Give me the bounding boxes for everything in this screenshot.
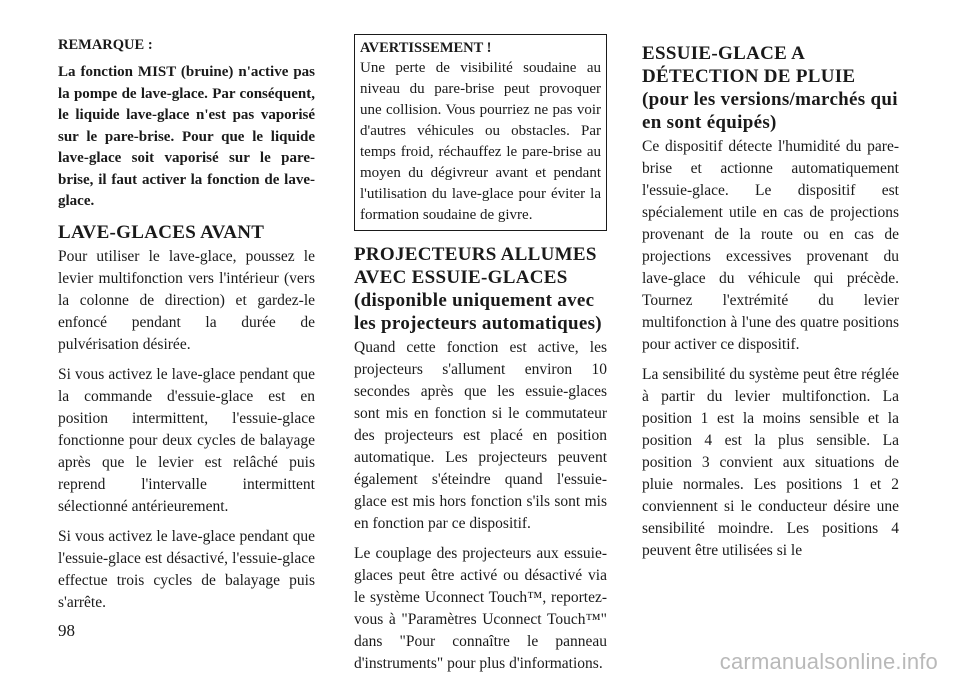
middle-column — [354, 34, 607, 683]
warning-title: AVERTISSEMENT ! — [360, 40, 492, 56]
warning-box — [354, 34, 607, 231]
paragraph: Si vous activez le lave-glace pendant que la commande d'essuie-glace est en position intermittent, l'essuie-glace fonctionne pour deux cycles de balayage après que le levier est relâché puis reprend l'intervalle intermittent sélectionné antérieurement. — [58, 365, 315, 515]
left-column — [58, 34, 315, 622]
watermark-text: carmanualsonline.info — [719, 649, 938, 674]
paragraph: Si vous activez le lave-glace pendant que l'essuie-glace est désactivé, l'essuie-glace effectue trois cycles de balayage puis s'arrête. — [58, 527, 315, 611]
warning-text: Une perte de visibilité soudaine au niveau du pare-brise peut provoquer une collision. Vous pourriez ne pas voir d'autres véhicules ou obstacles. Par temps froid, réchauffez le pare-brise au moyen du dégivreur avant et pendant l'utilisation du lave-glace pour éviter la formation soudaine de givre. — [360, 60, 601, 223]
paragraph: Le couplage des projecteurs aux essuie-glaces peut être activé ou désactivé via le système Uconnect Touch™, reportez-vous à "Paramètres Uconnect Touch™" dans "Pour connaître le panneau d'instruments" pour plus d'informations. — [354, 545, 607, 672]
section-heading-essuie-glace-pluie: ESSUIE-GLACE A DÉTECTION DE PLUIE (pour les versions/marchés qui en sont équipés) — [642, 43, 898, 133]
note-text: La fonction MIST (bruine) n'active pas la pompe de lave-glace. Par conséquent, le liquide lave-glace n'est pas vaporisé sur le pare-brise. Pour que le liquide lave-glace soit vaporisé sur le pare-brise, il faut activer la fonction de lave-glace. — [58, 64, 315, 209]
paragraph: Quand cette fonction est active, les projecteurs s'allument environ 10 secondes après que les essuie-glaces sont mis en fonction si le commutateur des projecteurs est placé en position automatique. Les projecteurs peuvent également s'éteindre quand l'essuie-glace est mis hors fonction s'ils sont mis en fonction par ce dispositif. — [354, 339, 607, 532]
paragraph: Ce dispositif détecte l'humidité du pare-brise et actionne automatiquement l'essuie-glace. Le dispositif est spécialement utile en cas de projections provenant de la route ou en cas de projections excessives provenant du lave-glace du véhicule qui précède. Tournez l'extrémité du levier multifonction à l'une des quatre positions pour activer ce dispositif. — [642, 138, 899, 353]
paragraph: Pour utiliser le lave-glace, poussez le levier multifonction vers l'intérieur (vers la colonne de direction) et gardez-le enfoncé pendant la durée de pulvérisation désirée. — [58, 247, 315, 353]
section-heading-projecteurs: PROJECTEURS ALLUMES AVEC ESSUIE-GLACES (disponible uniquement avec les projecteurs automatiques) — [354, 244, 602, 334]
paragraph: La sensibilité du système peut être réglée à partir du levier multifonction. La position 1 est la moins sensible et la position 4 est la plus sensible. La position 3 convient aux situations de pluie normales. Les positions 1 et 2 conviennent si le conducteur désire une sensibilité moindre. Les positions 4 peuvent être utilisées si le — [642, 366, 899, 559]
right-column — [642, 34, 899, 570]
section-heading-lave-glaces: LAVE-GLACES AVANT — [58, 221, 265, 243]
page-number: 98 — [58, 621, 75, 640]
note-label: REMARQUE : — [58, 37, 153, 53]
